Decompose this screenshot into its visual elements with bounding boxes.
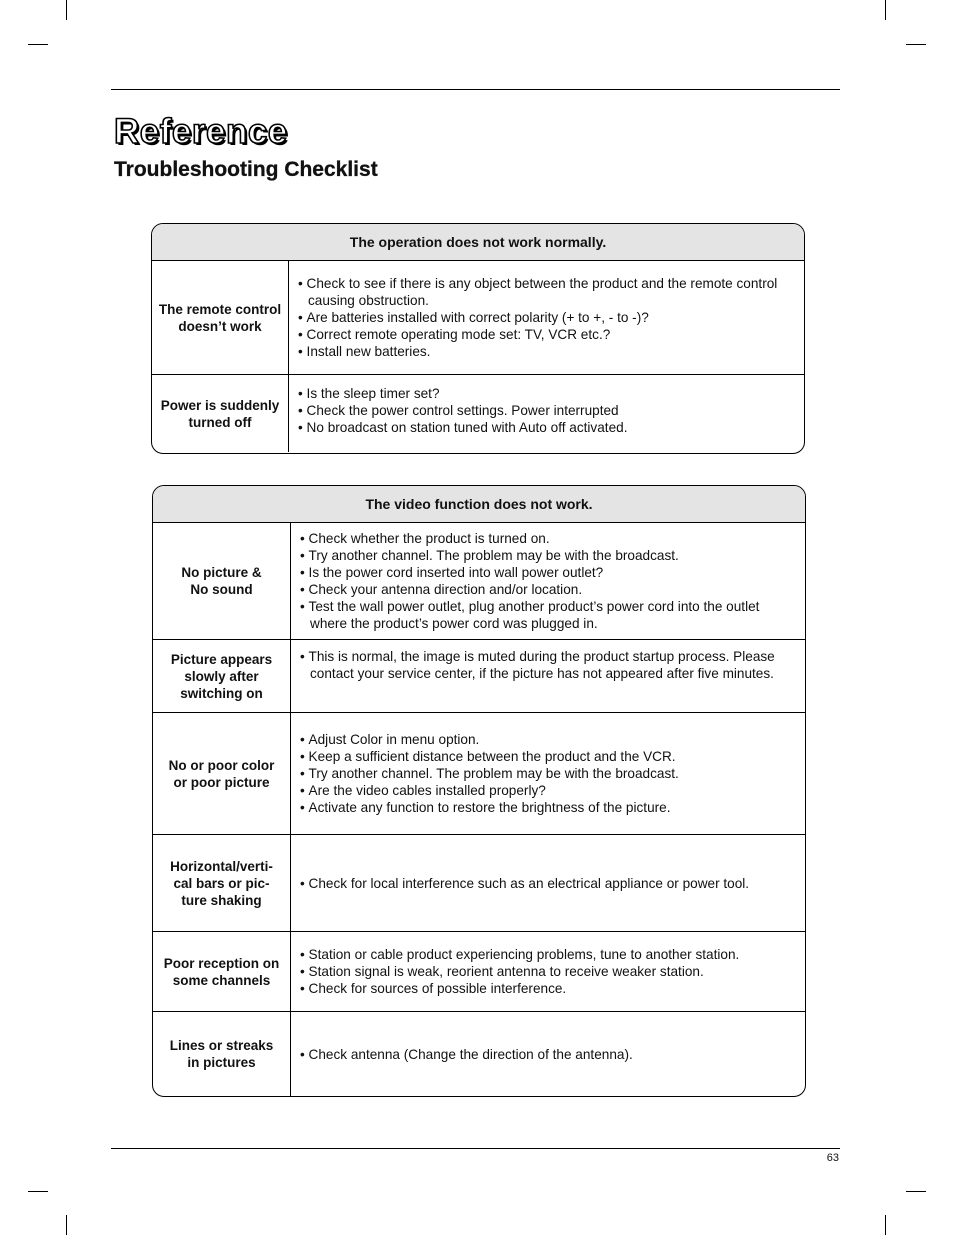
solution-item: • Check whether the product is turned on. [300,530,791,547]
table-row [152,261,804,375]
problem-label [153,1012,291,1096]
problem-label [153,713,291,834]
solution-item: • Correct remote operating mode set: TV, VCR etc.? [298,326,790,343]
table-header [152,224,804,261]
crop-mark [66,0,67,20]
solution-cell [289,375,804,452]
problem-label-text: Power is suddenly turned off [160,397,280,430]
video-table [152,485,806,1097]
table-row [153,932,805,1012]
problem-label [153,835,291,931]
solution-list [300,1046,633,1063]
solution-item: • Try another channel. The problem may be with the broadcast. [300,765,679,782]
solution-list [300,946,739,997]
problem-label-text: No picture & No sound [181,565,262,597]
operation-table [151,223,805,454]
solution-item: • No broadcast on station tuned with Auto off activated. [298,419,627,436]
table-row [153,713,805,835]
solution-cell [291,523,805,639]
problem-label [152,375,289,452]
solution-item: • Keep a sufficient distance between the product and the VCR. [300,748,679,765]
solution-cell [291,1012,805,1096]
problem-label [153,640,291,712]
table-header-text: The video function does not work. [365,496,593,512]
solution-item: • Station or cable product experiencing problems, tune to another station. [300,946,739,963]
solution-item: • Check for sources of possible interference. [300,980,739,997]
problem-label-text: Picture appears slowly after switching on [170,651,273,701]
solution-item: • Activate any function to restore the brightness of the picture. [300,799,679,816]
footer-rule [111,1148,840,1149]
solution-item: • Test the wall power outlet, plug another product’s power cord into the outlet where the product’s power cord was plugged in. [300,598,791,632]
solution-cell [291,713,805,834]
solution-item: • Is the power cord inserted into wall power outlet? [300,564,791,581]
solution-item: • Check for local interference such as an electrical appliance or power tool. [300,875,749,892]
header-rule [111,89,840,90]
table-row [153,835,805,932]
solution-item: • Adjust Color in menu option. [300,731,679,748]
solution-item: • Are batteries installed with correct polarity (+ to +, - to -)? [298,309,790,326]
problem-label-text: Poor reception on some channels [163,955,280,988]
problem-label [153,523,291,639]
problem-label-text: Lines or streaks in pictures [169,1038,274,1070]
solution-item: • Check antenna (Change the direction of the antenna). [300,1046,633,1063]
solution-cell [291,932,805,1011]
solution-item: • Check the power control settings. Power interrupted [298,402,627,419]
solution-list [298,385,627,436]
crop-mark [885,1215,886,1235]
problem-label-text: The remote control doesn’t work [158,301,282,334]
solution-item: • Station signal is weak, reorient antenna to receive weaker station. [300,963,739,980]
table-row [153,640,805,713]
solution-item: • Install new batteries. [298,343,790,360]
table-row [153,1012,805,1096]
solution-list [298,275,790,360]
solution-item: • Check your antenna direction and/or location. [300,581,791,598]
solution-cell [291,640,805,712]
solution-list [300,875,749,892]
problem-label-text: Horizontal/verti- cal bars or pic- ture shaking [170,858,273,908]
crop-mark [28,1191,48,1192]
solution-item: • Are the video cables installed properly? [300,782,679,799]
solution-item: • Check to see if there is any object between the product and the remote control causing obstruction. [298,275,790,309]
table-row [152,375,804,452]
crop-mark [885,0,886,20]
problem-label [153,932,291,1011]
solution-cell [291,835,805,931]
crop-mark [906,1191,926,1192]
table-header [153,486,805,523]
page-number: 63 [826,1152,839,1164]
problem-label-text: No or poor color or poor picture [168,757,275,790]
table-header-text: The operation does not work normally. [349,234,607,250]
solution-item: • Try another channel. The problem may be with the broadcast. [300,547,791,564]
table-row [153,523,805,640]
solution-list [300,648,791,682]
problem-label [152,261,289,374]
solution-cell [289,261,804,374]
page-title: Reference [114,112,288,151]
page-subtitle: Troubleshooting Checklist [114,158,378,181]
solution-list [300,731,679,816]
crop-mark [906,44,926,45]
crop-mark [28,44,48,45]
crop-mark [66,1215,67,1235]
solution-item: • This is normal, the image is muted during the product startup process. Please contact your service center, if the picture has not appeared after five minutes. [300,648,791,682]
solution-list [300,530,791,632]
solution-item: • Is the sleep timer set? [298,385,627,402]
